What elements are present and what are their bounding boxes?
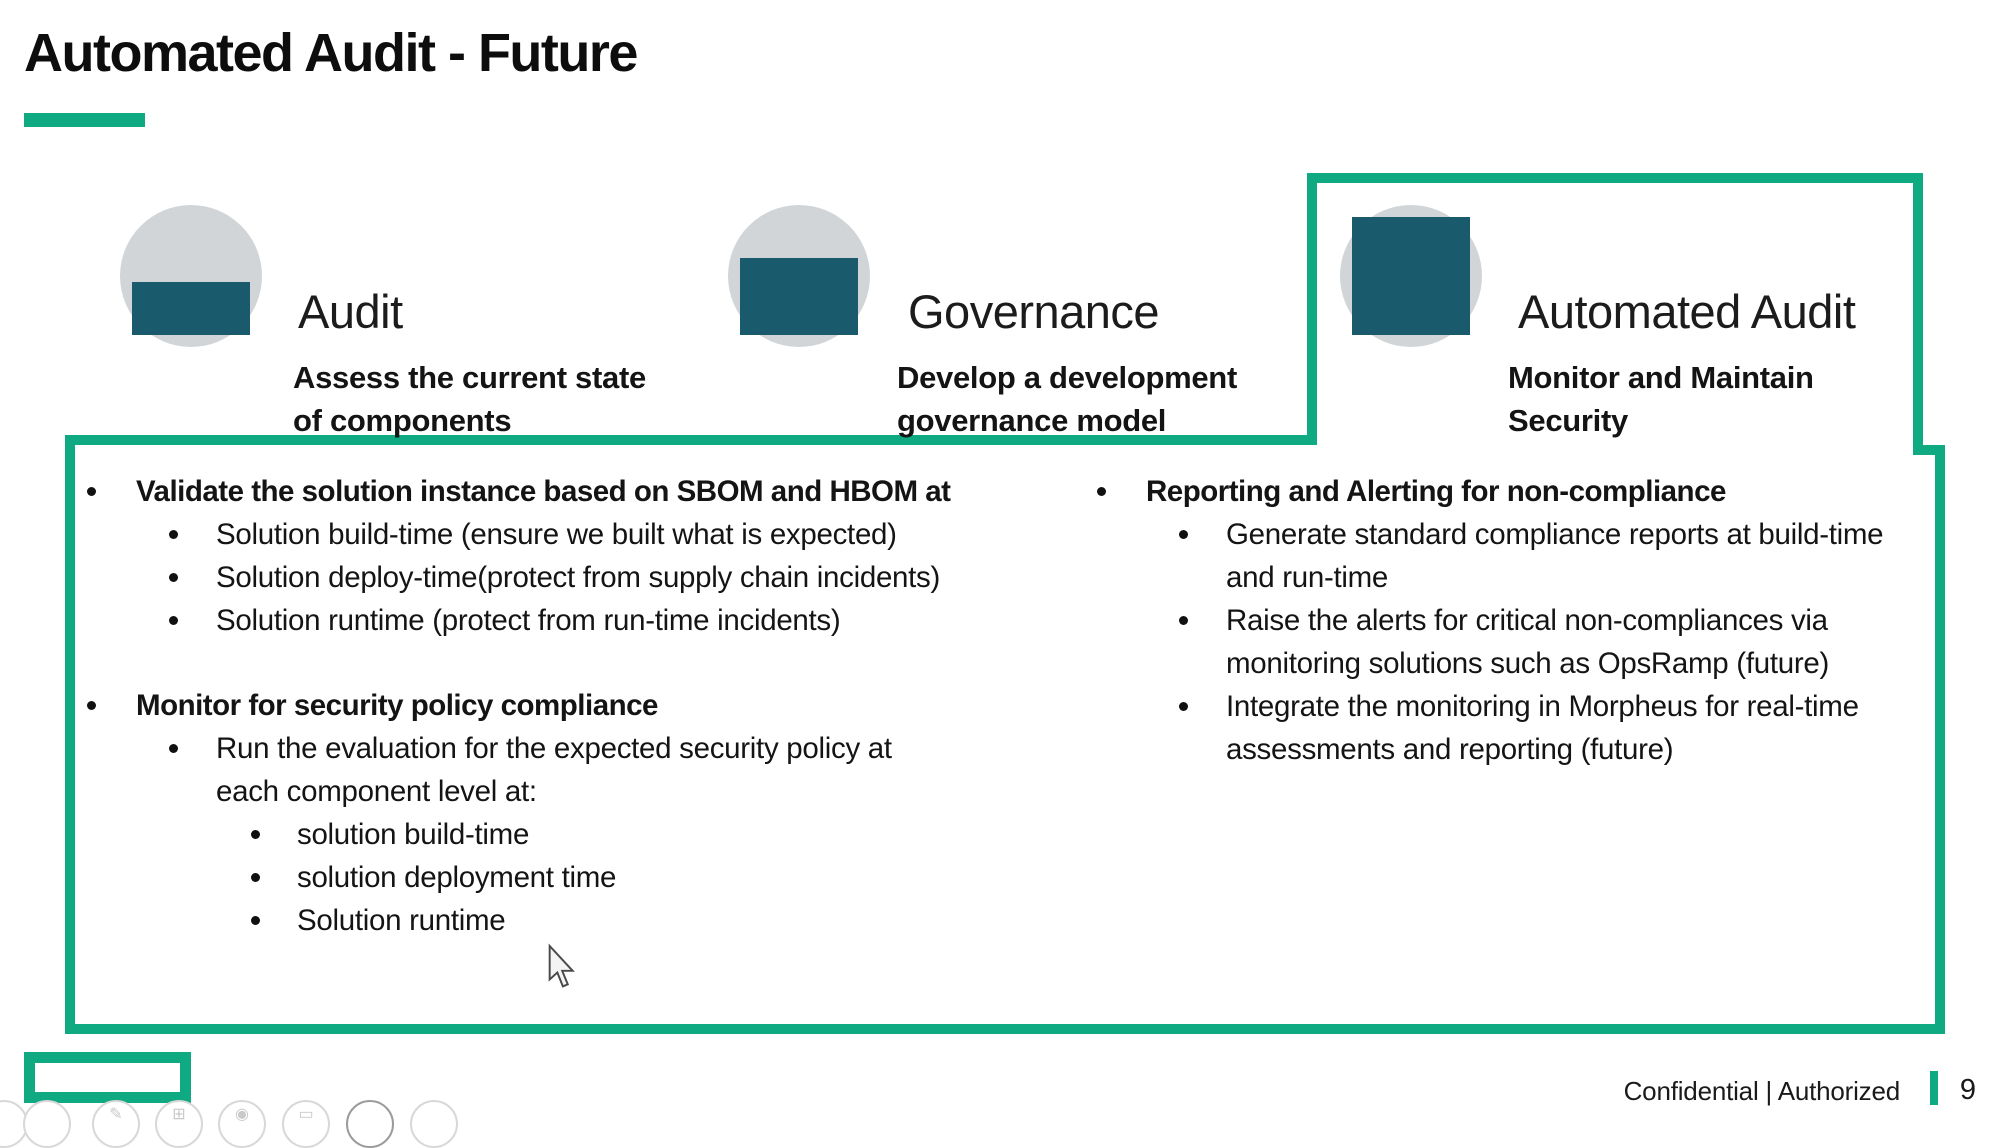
screen-icon: ▭ bbox=[298, 1106, 314, 1123]
bullet-dot bbox=[1179, 530, 1188, 539]
governance-progress-fill bbox=[740, 258, 858, 335]
call-toolbar-bubble[interactable] bbox=[410, 1100, 458, 1148]
bullet-item-continuation: and run-time bbox=[1226, 561, 1389, 594]
bullet-dot bbox=[251, 873, 260, 882]
call-toolbar-bubble[interactable] bbox=[92, 1100, 140, 1148]
bullet-item: Validate the solution instance based on SBOM and HBOM at bbox=[65, 470, 951, 513]
bullet-dot bbox=[1097, 487, 1106, 496]
bullet-column-left bbox=[65, 470, 951, 942]
bullet-item: Raise the alerts for critical non-compliances via bbox=[1075, 599, 1883, 642]
governance-subtitle-line1: Develop a development bbox=[897, 360, 1237, 395]
bullet-dot bbox=[87, 487, 96, 496]
bullet-item: solution build-time bbox=[65, 813, 951, 856]
page-number: 9 bbox=[1959, 1074, 1977, 1106]
title-underline-bar bbox=[24, 113, 145, 127]
automated-audit-subtitle-line1: Monitor and Maintain bbox=[1508, 360, 1814, 395]
bullet-dot bbox=[169, 573, 178, 582]
column-heading-automated-audit: Automated Audit bbox=[1518, 285, 1856, 338]
call-toolbar-bubble[interactable] bbox=[23, 1100, 71, 1148]
bullet-dot bbox=[1179, 702, 1188, 711]
bullet-item: Solution deploy-time(protect from supply chain incidents) bbox=[65, 556, 951, 599]
slide-title: Automated Audit - Future bbox=[24, 23, 637, 83]
bullet-item: Solution runtime (protect from run-time incidents) bbox=[65, 599, 951, 642]
pencil-icon: ✎ bbox=[109, 1106, 123, 1123]
bullet-item-continuation: monitoring solutions such as OpsRamp (future) bbox=[1226, 647, 1829, 680]
bullet-item: Run the evaluation for the expected security policy at bbox=[65, 727, 951, 770]
call-toolbar-bubble-active[interactable] bbox=[346, 1100, 394, 1148]
bullet-dot bbox=[251, 916, 260, 925]
column-heading-audit: Audit bbox=[298, 285, 403, 338]
record-icon: ◉ bbox=[235, 1106, 249, 1123]
mouse-cursor-icon bbox=[548, 946, 582, 992]
bullet-item: Reporting and Alerting for non-compliance bbox=[1075, 470, 1883, 513]
automated-audit-subtitle-line2: Security bbox=[1508, 403, 1628, 438]
automated-audit-progress-circle bbox=[1340, 205, 1482, 347]
governance-subtitle-line2: governance model bbox=[897, 403, 1167, 438]
bullet-item-continuation: each component level at: bbox=[216, 775, 537, 808]
hpe-logo-placeholder bbox=[24, 1052, 191, 1103]
bullet-item: Solution runtime bbox=[65, 899, 951, 942]
bullet-item: Monitor for security policy compliance bbox=[65, 684, 951, 727]
bullet-item-continuation: assessments and reporting (future) bbox=[1226, 733, 1674, 766]
bullet-dot bbox=[251, 830, 260, 839]
bullet-item: Solution build-time (ensure we built what is expected) bbox=[65, 513, 951, 556]
audit-progress-circle-inner bbox=[132, 217, 250, 335]
column-heading-governance: Governance bbox=[908, 285, 1160, 338]
bullet-dot bbox=[169, 744, 178, 753]
audit-subtitle-line2: of components bbox=[293, 403, 512, 438]
audit-subtitle-line1: Assess the current state bbox=[293, 360, 646, 395]
automated-audit-progress-fill bbox=[1352, 217, 1470, 335]
grid-icon: ⊞ bbox=[172, 1106, 186, 1123]
bullet-item: Generate standard compliance reports at build-time bbox=[1075, 513, 1883, 556]
audit-progress-fill bbox=[132, 282, 250, 335]
bullet-dot bbox=[169, 616, 178, 625]
bullet-dot bbox=[1179, 616, 1188, 625]
audit-progress-circle bbox=[120, 205, 262, 347]
call-toolbar-bubble[interactable] bbox=[218, 1100, 266, 1148]
call-toolbar-bubble[interactable] bbox=[282, 1100, 330, 1148]
governance-progress-circle bbox=[728, 205, 870, 347]
automated-audit-progress-circle-inner bbox=[1352, 217, 1470, 335]
confidential-label: Confidential | Authorized bbox=[1623, 1076, 1900, 1106]
bullet-item: solution deployment time bbox=[65, 856, 951, 899]
bullet-item: Integrate the monitoring in Morpheus for real-time bbox=[1075, 685, 1883, 728]
footer-divider-bar bbox=[1930, 1071, 1938, 1105]
bullet-dot bbox=[169, 530, 178, 539]
bullet-column-right bbox=[1075, 470, 1883, 771]
call-toolbar-bubble[interactable] bbox=[155, 1100, 203, 1148]
bullet-dot bbox=[87, 701, 96, 710]
governance-progress-circle-inner bbox=[740, 217, 858, 335]
